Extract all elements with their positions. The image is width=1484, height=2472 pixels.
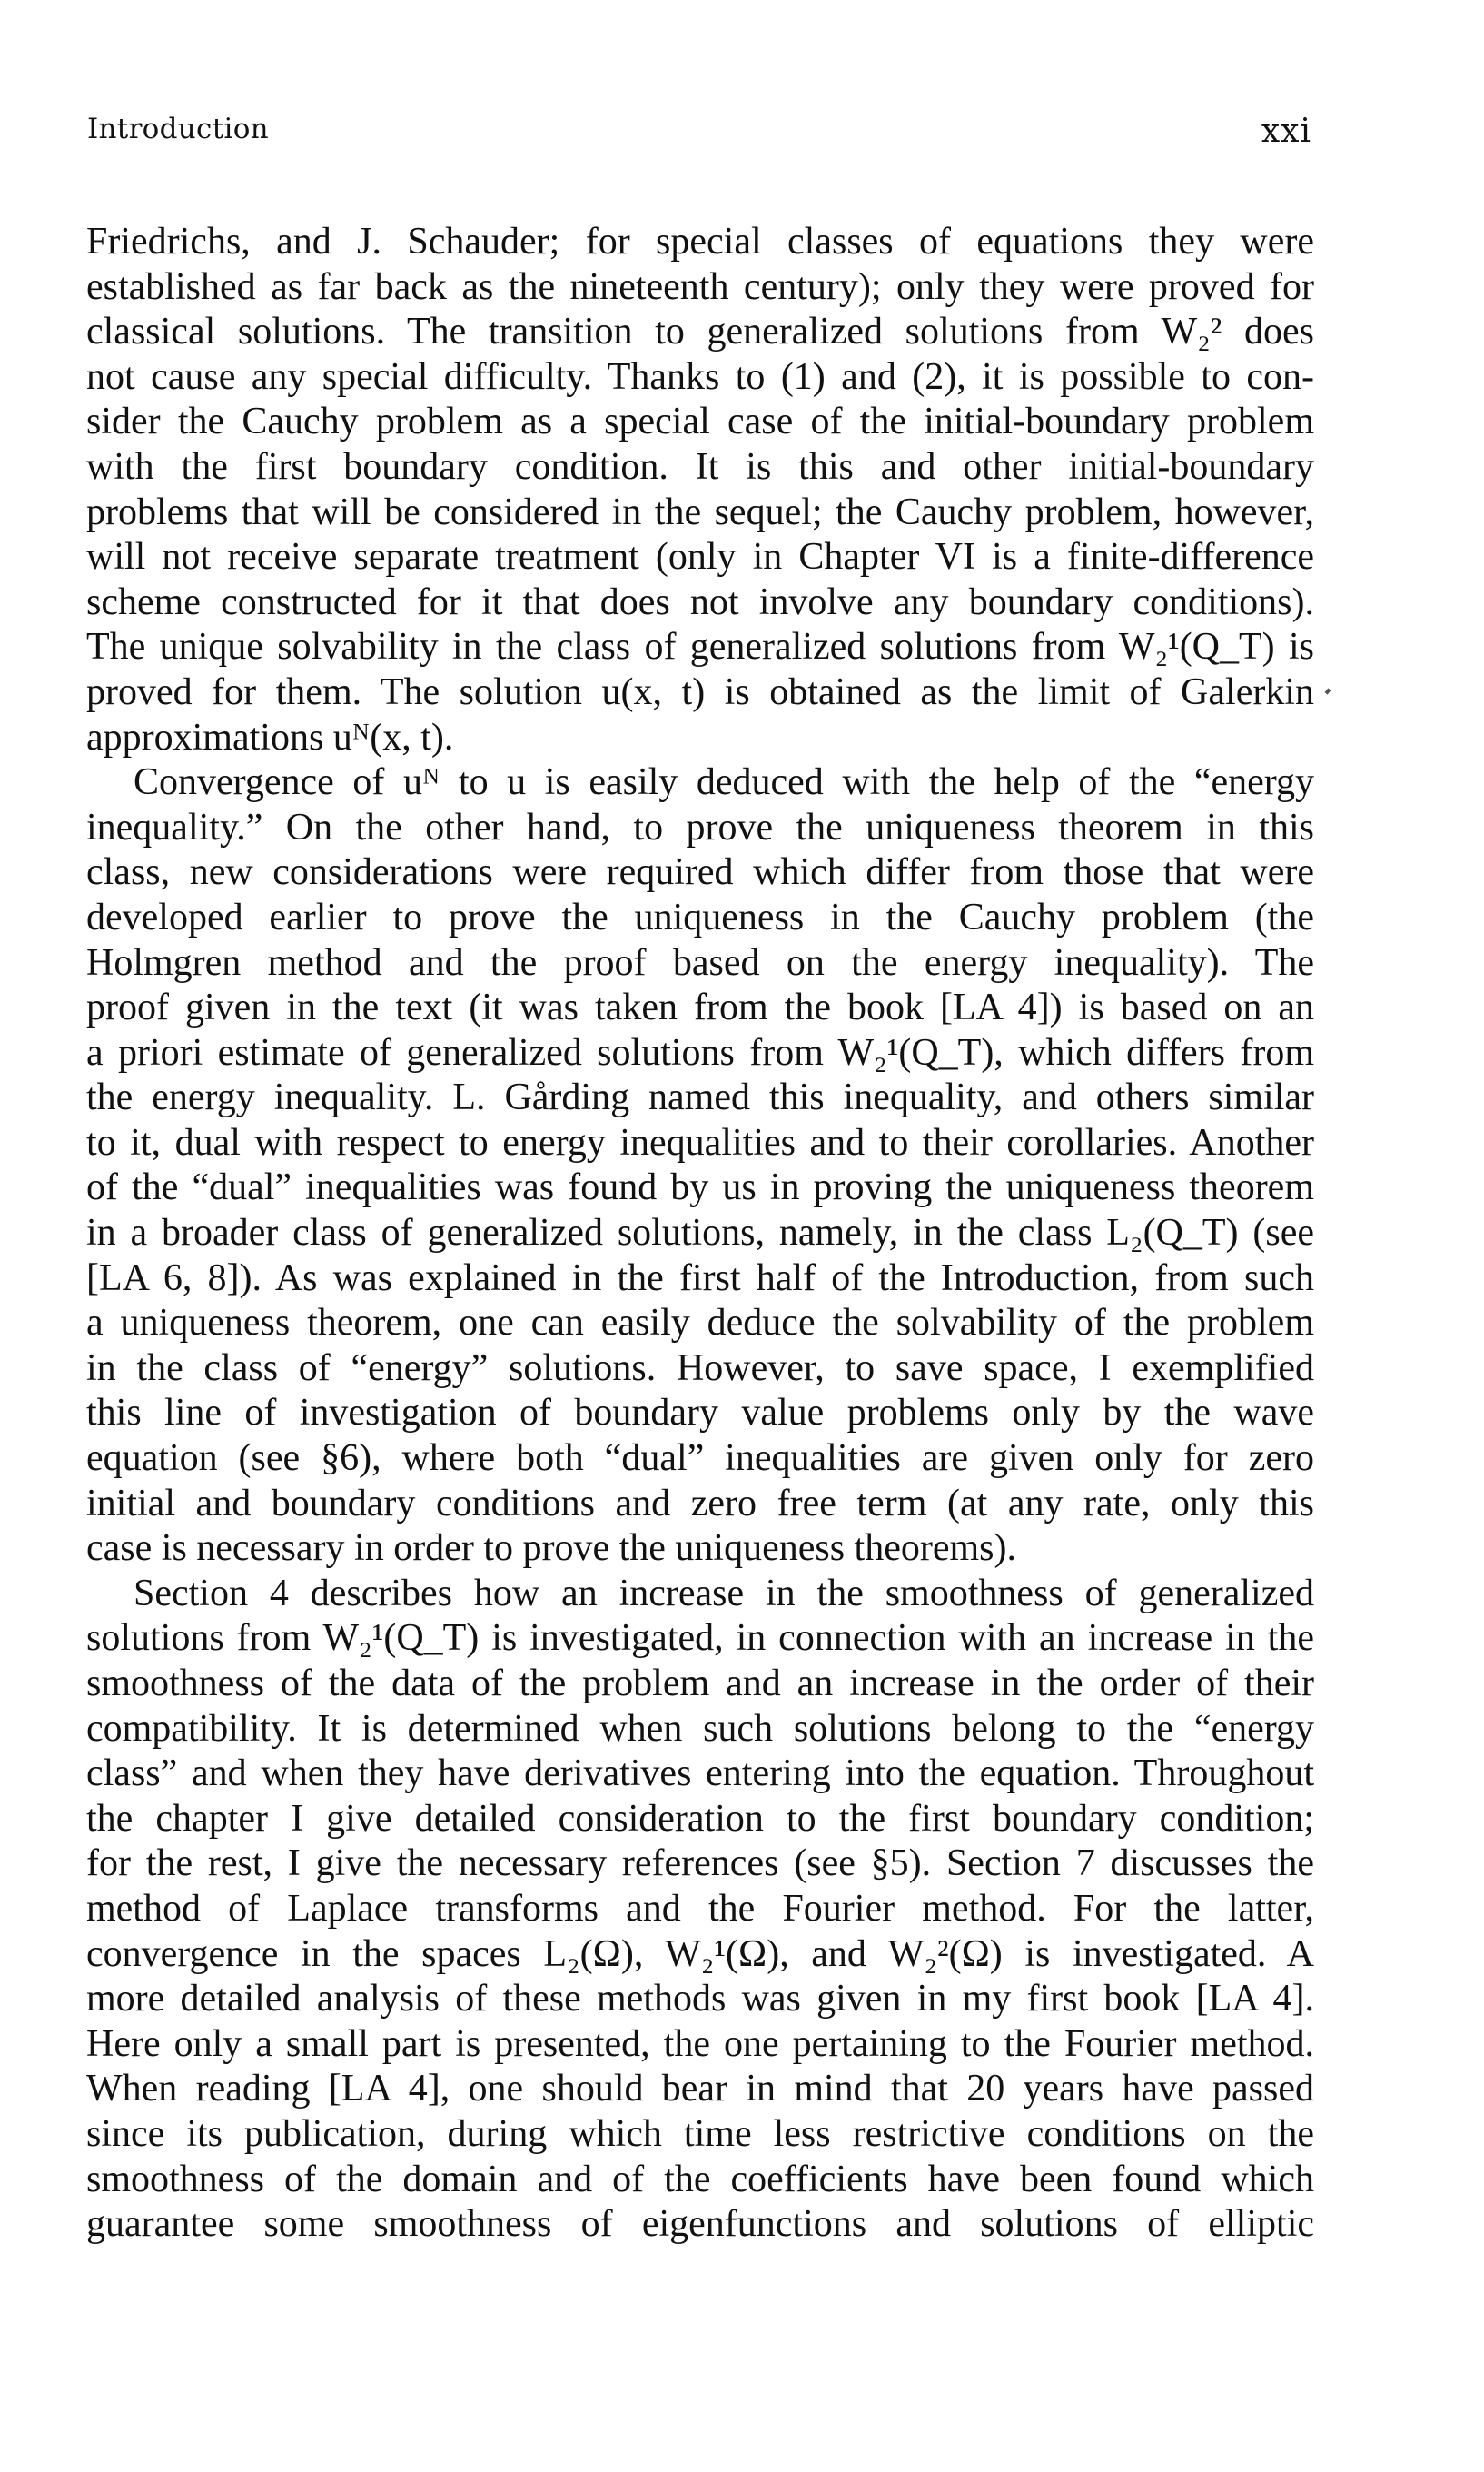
text-line: proof given in the text (it was taken from the book [LA 4]) is based on an: [86, 987, 1314, 1029]
text-line: the chapter I give detailed consideration to the first boundary condition;: [86, 1797, 1314, 1840]
paragraph-start-line: Convergence of uᴺ to u is easily deduced with the help of the “energy: [134, 761, 1314, 804]
text-line: Here only a small part is presented, the one pertaining to the Fourier method.: [86, 2022, 1314, 2065]
scan-artifact-mark: [1325, 688, 1331, 694]
text-line: The unique solvability in the class of generalized solutions from W₂¹(Q_T) is: [86, 626, 1314, 669]
text-line: more detailed analysis of these methods was given in my first book [LA 4].: [86, 1978, 1314, 2020]
text-line: [LA 6, 8]). As was explained in the first half of the Introduction, from such: [86, 1256, 1314, 1299]
text-line: convergence in the spaces L₂(Ω), W₂¹(Ω), and W₂²(Ω) is investigated. A: [86, 1932, 1314, 1975]
text-line: method of Laplace transforms and the Fourier method. For the latter,: [86, 1887, 1314, 1930]
text-line: When reading [LA 4], one should bear in mind that 20 years have passed: [86, 2068, 1314, 2110]
text-line: not cause any special difficulty. Thanks to (1) and (2), it is possible to con-: [86, 355, 1314, 398]
text-line: to it, dual with respect to energy inequalities and to their corollaries. Another: [86, 1121, 1314, 1164]
text-line: solutions from W₂¹(Q_T) is investigated, in connection with an increase in the: [86, 1617, 1314, 1660]
text-line: for the rest, I give the necessary references (see §5). Section 7 discusses the: [86, 1842, 1314, 1885]
text-line: proved for them. The solution u(x, t) is obtained as the limit of Galerkin: [86, 670, 1314, 713]
text-line: in the class of “energy” solutions. However, to save space, I exemplified: [86, 1346, 1314, 1389]
text-line: sider the Cauchy problem as a special case of the initial-boundary problem: [86, 401, 1314, 443]
text-line: class” and when they have derivatives entering into the equation. Throughout: [86, 1752, 1314, 1795]
text-line: established as far back as the nineteenth century); only they were proved for: [86, 265, 1314, 308]
text-line: since its publication, during which time less restrictive conditions on the: [86, 2112, 1314, 2155]
text-line: scheme constructed for it that does not involve any boundary conditions).: [86, 581, 1314, 623]
text-line: approximations uᴺ(x, t).: [86, 716, 454, 759]
text-line: case is necessary in order to prove the uniqueness theorems).: [86, 1527, 1016, 1570]
text-line: class, new considerations were required which differ from those that were: [86, 851, 1314, 894]
text-line: smoothness of the domain and of the coefficients have been found which: [86, 2158, 1314, 2200]
text-line: Holmgren method and the proof based on the energy inequality). The: [86, 941, 1314, 984]
text-line: will not receive separate treatment (only in Chapter VI is a finite-difference: [86, 536, 1314, 579]
text-line: the energy inequality. L. Gårding named this inequality, and others similar: [86, 1077, 1314, 1119]
page-number: xxi: [1261, 113, 1311, 150]
text-line: developed earlier to prove the uniqueness in the Cauchy problem (the: [86, 896, 1314, 938]
text-line: initial and boundary conditions and zero free term (at any rate, only this: [86, 1482, 1314, 1524]
text-line: equation (see §6), where both “dual” inequalities are given only for zero: [86, 1437, 1314, 1480]
text-line: this line of investigation of boundary value problems only by the wave: [86, 1392, 1314, 1435]
body-text: [86, 220, 1314, 2248]
text-line: smoothness of the data of the problem and an increase in the order of their: [86, 1663, 1314, 1704]
text-line: classical solutions. The transition to generalized solutions from W₂² does: [86, 311, 1314, 353]
text-line: Friedrichs, and J. Schauder; for special classes of equations they were: [86, 221, 1314, 263]
text-line: a priori estimate of generalized solutions from W₂¹(Q_T), which differs from: [86, 1031, 1314, 1074]
text-line: a uniqueness theorem, one can easily deduce the solvability of the problem: [86, 1302, 1314, 1345]
text-line: of the “dual” inequalities was found by us in proving the uniqueness theorem: [86, 1167, 1314, 1209]
text-line: compatibility. It is determined when such solutions belong to the “energy: [86, 1707, 1314, 1750]
running-head: [87, 113, 1311, 153]
text-line: guarantee some smoothness of eigenfunctions and solutions of elliptic: [86, 2203, 1314, 2246]
text-line: inequality.” On the other hand, to prove the uniqueness theorem in this: [86, 806, 1314, 849]
text-line: problems that will be considered in the sequel; the Cauchy problem, however,: [86, 491, 1314, 533]
paragraph-start-line: Section 4 describes how an increase in the smoothness of generalized: [134, 1572, 1314, 1614]
text-line: in a broader class of generalized solutions, namely, in the class L₂(Q_T) (see: [86, 1212, 1314, 1255]
section-title: Introduction: [87, 113, 269, 145]
text-line: with the first boundary condition. It is this and other initial-boundary: [86, 445, 1314, 488]
